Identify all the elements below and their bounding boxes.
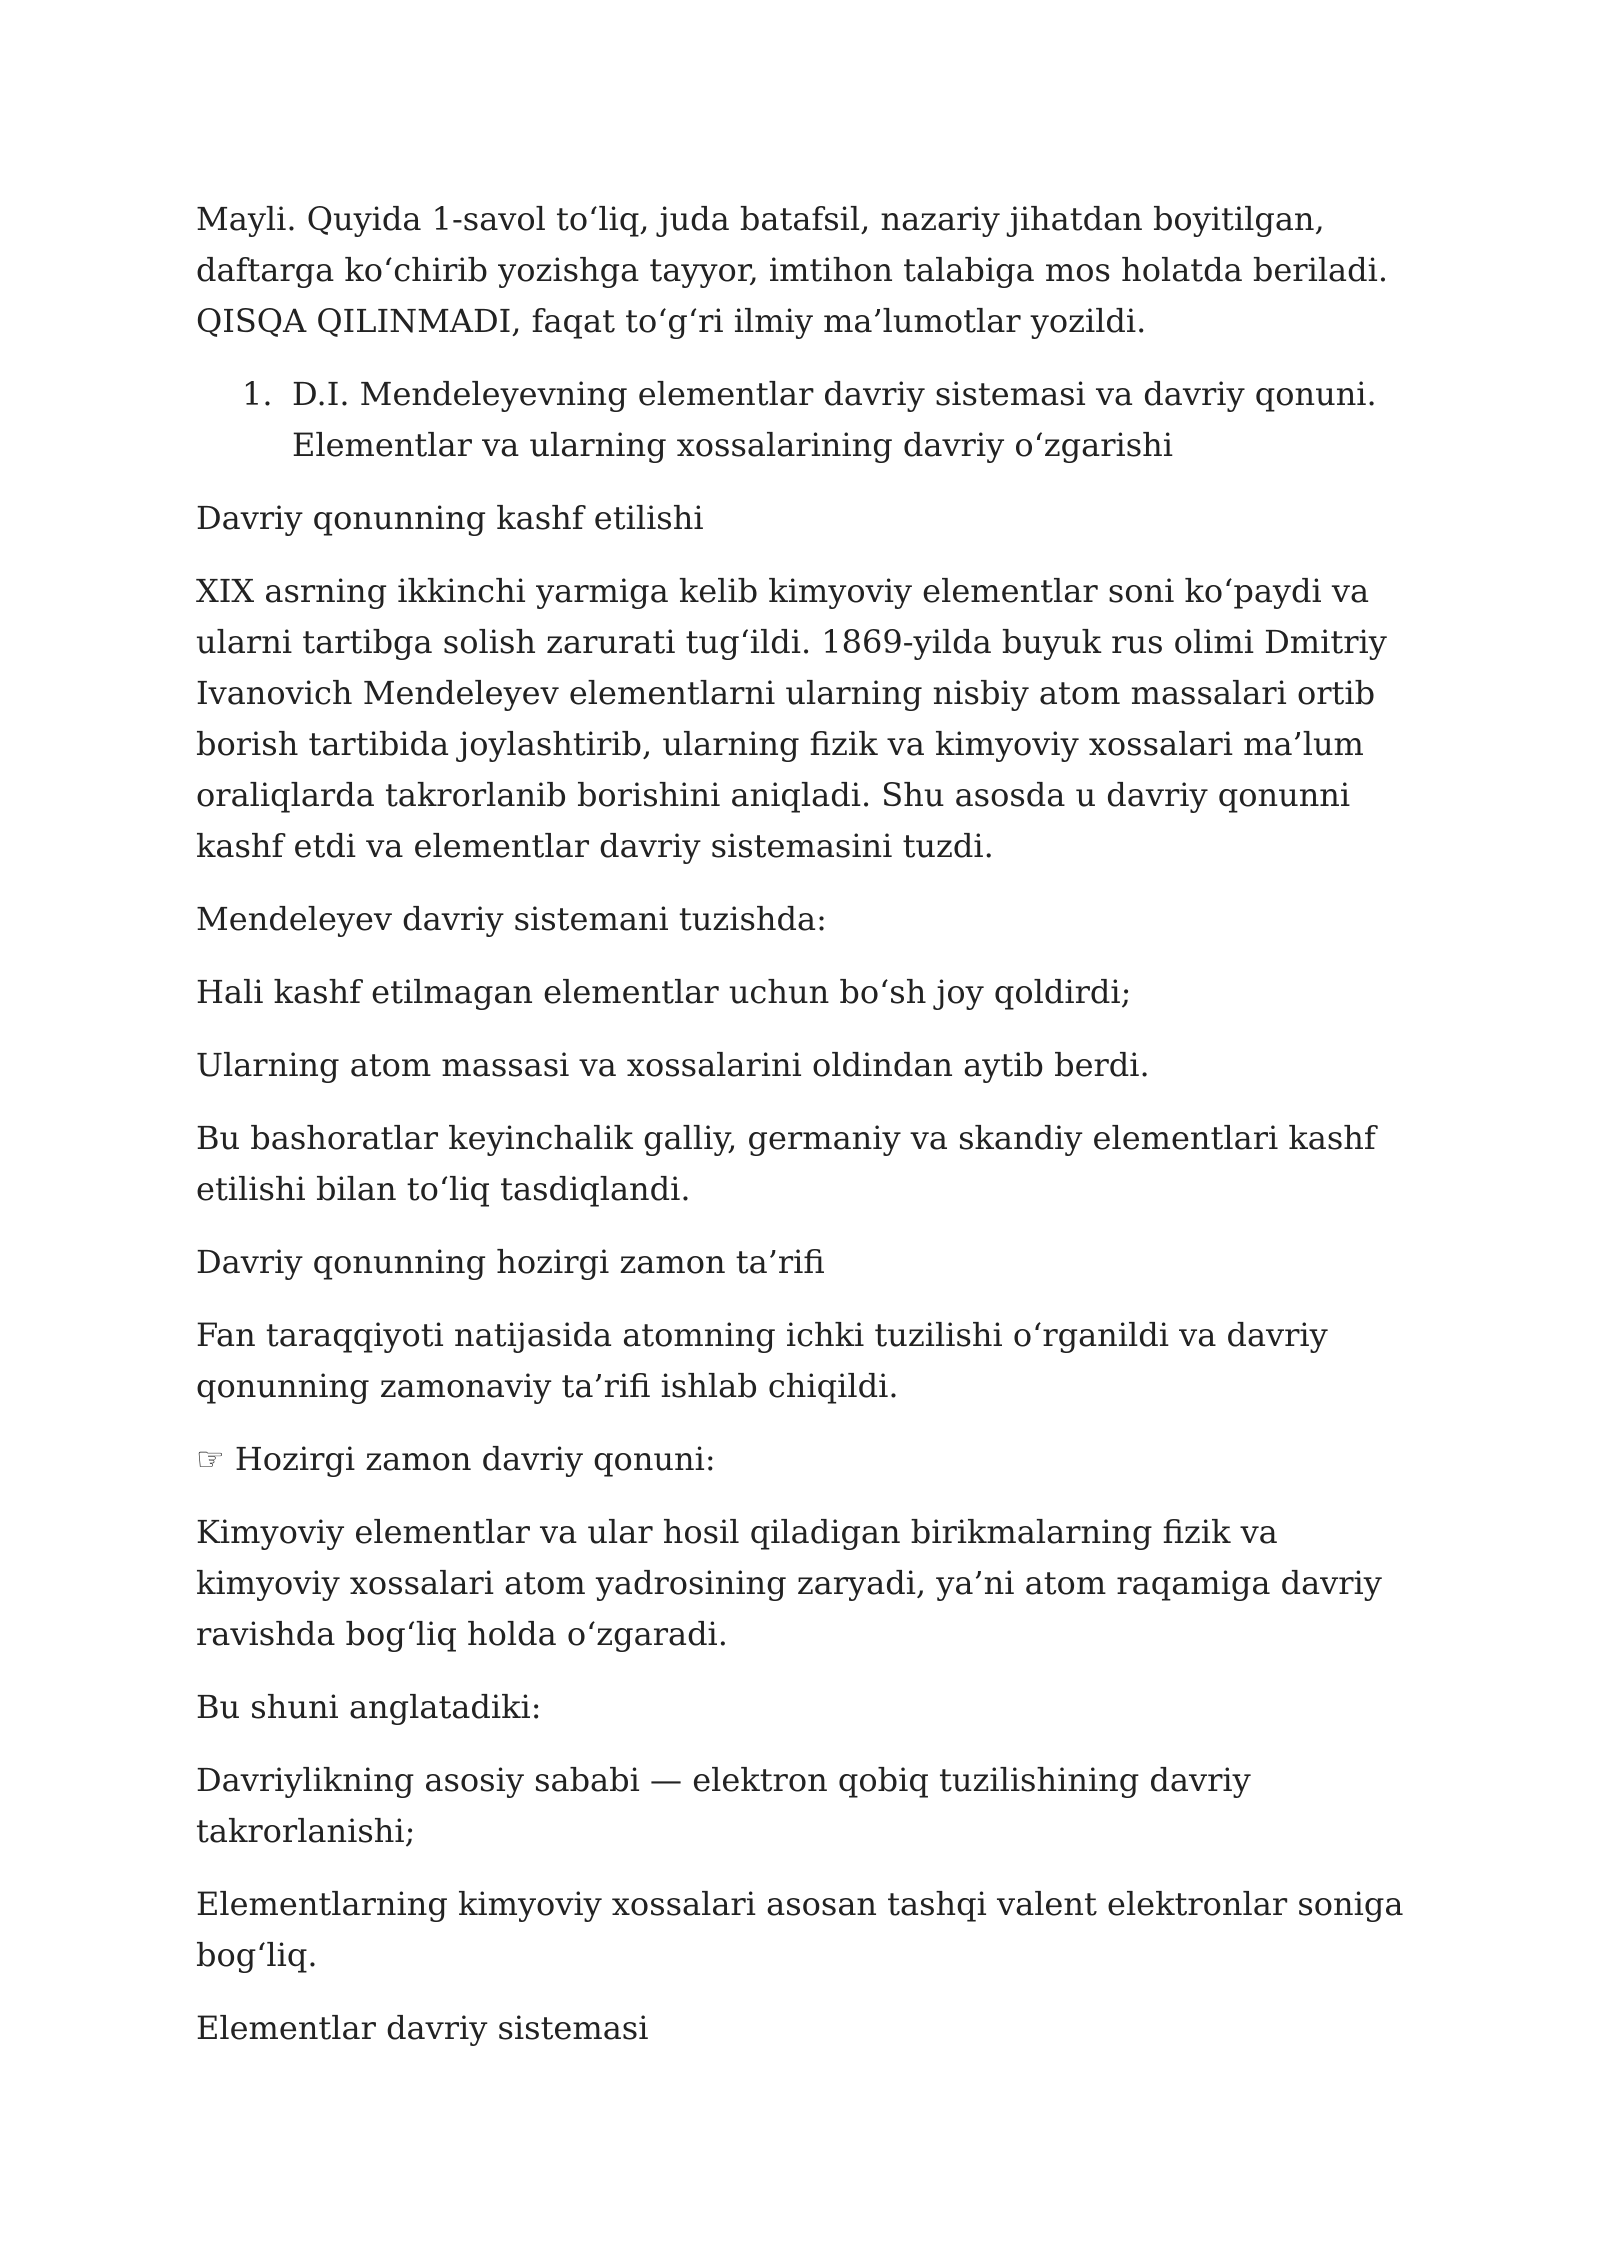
paragraph-valence: Elementlarning kimyoviy xossalari asosan tashqi valent elektronlar soniga bog‘liq. xyxy=(196,1885,1404,1974)
modern-law-line xyxy=(196,1434,1426,1485)
modern-law-label: Hozirgi zamon davriy qonuni: xyxy=(234,1440,716,1478)
list-item-text: D.I. Mendeleyevning elementlar davriy sistemasi va davriy qonuni. Elementlar va ularning xossalarining davriy o‘zgarishi xyxy=(292,375,1377,464)
heading-system: Elementlar davriy sistemasi xyxy=(196,2009,649,2047)
paragraph-definition: Kimyoviy elementlar va ular hosil qiladigan birikmalarning fizik va kimyoviy xossalari atom yadrosining zaryadi, ya’ni atom raqamiga davriy ravishda bog‘liq holda o‘zgaradi. xyxy=(196,1513,1382,1653)
document-page xyxy=(196,194,1426,2076)
paragraph-mendeleyev: Mendeleyev davriy sistemani tuzishda: xyxy=(196,900,827,938)
paragraph-cause: Davriylikning asosiy sababi — elektron qobiq tuzilishining davriy takrorlanishi; xyxy=(196,1761,1251,1850)
paragraph-science: Fan taraqqiyoti natijasida atomning ichki tuzilishi o‘rganildi va davriy qonunning zamonaviy ta’rifi ishlab chiqildi. xyxy=(196,1316,1328,1405)
heading-modern: Davriy qonunning hozirgi zamon ta’rifi xyxy=(196,1243,825,1281)
list-item xyxy=(196,369,1426,471)
paragraph-confirmed: Bu bashoratlar keyinchalik galliy, germaniy va skandiy elementlari kashf etilishi bilan to‘liq tasdiqlandi. xyxy=(196,1119,1376,1208)
list-marker: 1. xyxy=(242,375,273,413)
pointing-hand-icon: ☞ xyxy=(196,1440,225,1478)
intro-paragraph: Mayli. Quyida 1-savol to‘liq, juda batafsil, nazariy jihatdan boyitilgan, daftarga ko‘chirib yozishga tayyor, imtihon talabiga mos holatda beriladi. QISQA QILINMADI, faqat to‘g‘ri ilmiy ma’lumotlar yozildi. xyxy=(196,200,1389,340)
paragraph-empty-space: Hali kashf etilmagan elementlar uchun bo‘sh joy qoldirdi; xyxy=(196,973,1132,1011)
numbered-list xyxy=(196,369,1426,471)
paragraph-meaning: Bu shuni anglatadiki: xyxy=(196,1688,542,1726)
paragraph-discovery: XIX asrning ikkinchi yarmiga kelib kimyoviy elementlar soni ko‘paydi va ularni tartibga solish zarurati tug‘ildi. 1869-yilda buyuk rus olimi Dmitriy Ivanovich Mendeleyev elementlarni ularning nisbiy atom massalari ortib borish tartibida joylashtirib, ularning fizik va kimyoviy xossalari ma’lum oraliqlarda takrorlanib borishini aniqladi. Shu asosda u davriy qonunni kashf etdi va elementlar davriy sistemasini tuzdi. xyxy=(196,572,1387,865)
heading-discovery: Davriy qonunning kashf etilishi xyxy=(196,499,704,537)
paragraph-predicted: Ularning atom massasi va xossalarini oldindan aytib berdi. xyxy=(196,1046,1150,1084)
